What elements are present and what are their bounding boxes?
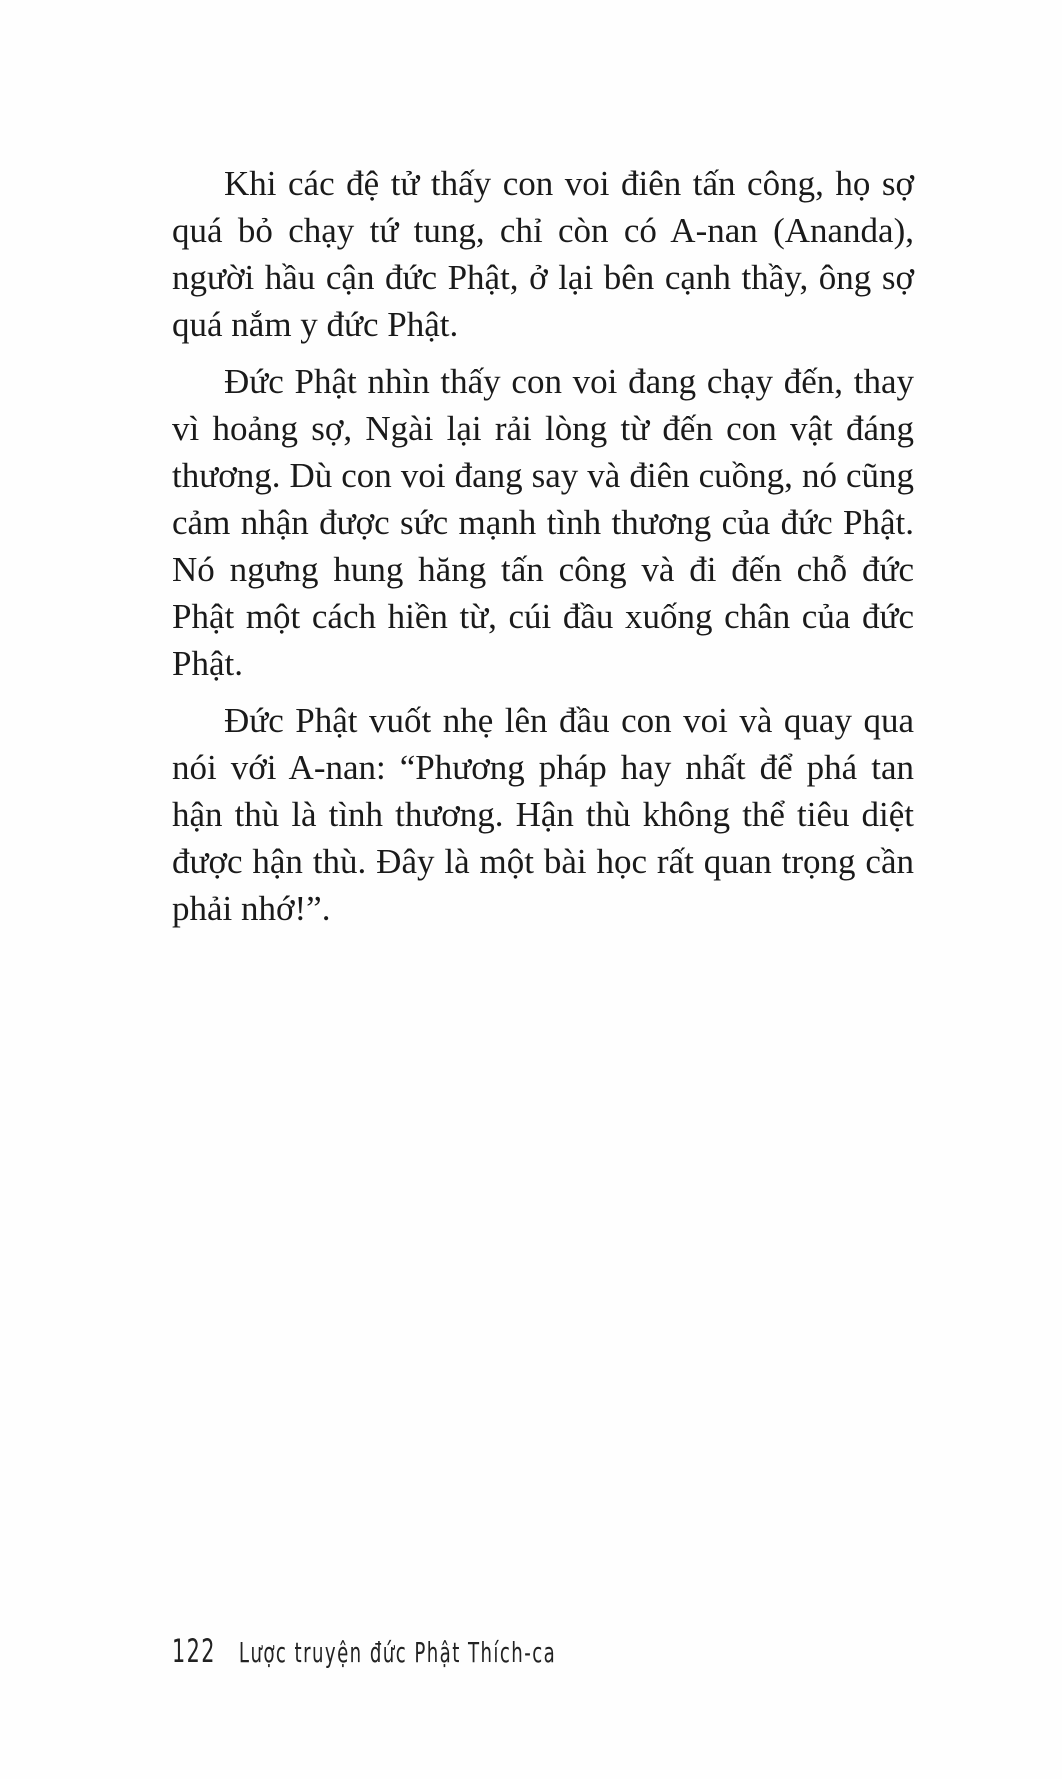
page-number: 122 <box>172 1632 216 1670</box>
page-footer <box>172 1632 556 1670</box>
paragraph: Khi các đệ tử thấy con voi điên tấn công, họ sợ quá bỏ chạy tứ tung, chỉ còn có A-nan (Ananda), người hầu cận đức Phật, ở lại bên cạnh thầy, ông sợ quá nắm y đức Phật. <box>172 164 914 344</box>
body-text <box>172 160 914 942</box>
paragraph: Đức Phật nhìn thấy con voi đang chạy đến, thay vì hoảng sợ, Ngài lại rải lòng từ đến con vật đáng thương. Dù con voi đang say và điên cuồng, nó cũng cảm nhận được sức mạnh tình thương của đức Phật. Nó ngưng hung hăng tấn công và đi đến chỗ đức Phật một cách hiền từ, cúi đầu xuống chân của đức Phật. <box>172 362 914 683</box>
paragraph: Đức Phật vuốt nhẹ lên đầu con voi và quay qua nói với A-nan: “Phương pháp hay nhất để phá tan hận thù là tình thương. Hận thù không thể tiêu diệt được hận thù. Đây là một bài học rất quan trọng cần phải nhớ!”. <box>172 701 914 928</box>
book-title: Lược truyện đức Phật Thích-ca <box>238 1636 557 1669</box>
